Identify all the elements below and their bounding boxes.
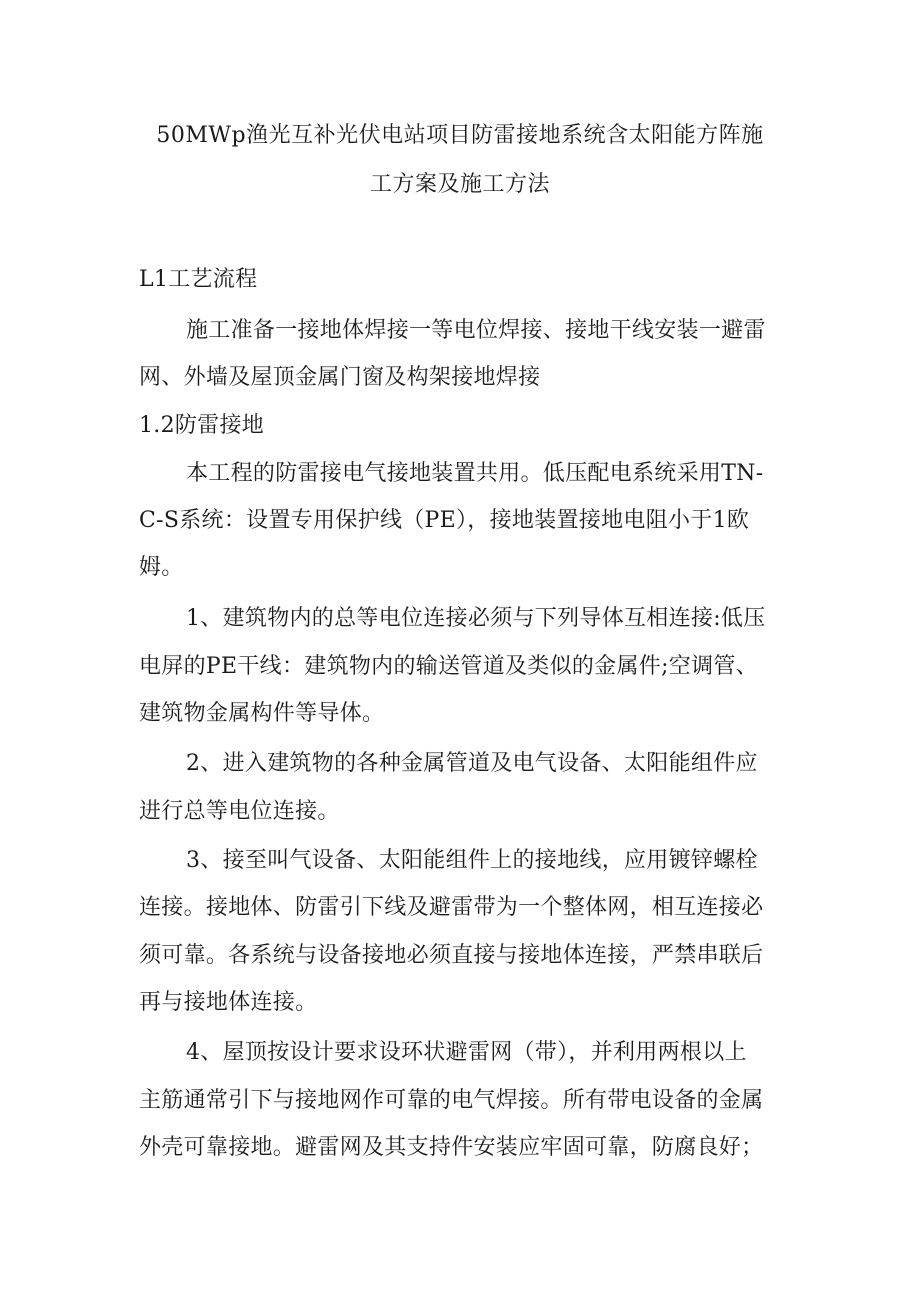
paragraph-line: 主筋通常引下与接地网作可靠的电气焊接。所有带电设备的金属 (139, 1088, 764, 1113)
paragraph-line: C-S系统：设置专用保护线（PE），接地装置接地电阻小于1欧 (139, 508, 750, 533)
paragraph-line: 须可靠。各系统与设备接地必须直接与接地体连接，严禁串联后 (139, 943, 764, 968)
paragraph-line: 电屏的PE干线：建筑物内的输送管道及类似的金属件;空调管、 (139, 654, 758, 679)
paragraph-line: 网、外墙及屋顶金属门窗及构架接地焊接 (139, 365, 541, 390)
paragraph-line: 施工准备一接地体焊接一等电位焊接、接地干线安装一避雷 (186, 318, 766, 343)
paragraph-line: 4、屋顶按设计要求设环状避雷网（带），并利用两根以上 (186, 1040, 747, 1065)
section-heading-lightning: 1.2防雷接地 (139, 413, 265, 438)
document-title-line-2: 工方案及施工方法 (369, 172, 550, 197)
paragraph-line: 3、接至叫气设备、太阳能组件上的接地线，应用镀锌螺栓 (186, 848, 758, 873)
paragraph-line: 再与接地体连接。 (139, 990, 318, 1015)
paragraph-line: 连接。接地体、防雷引下线及避雷带为一个整体网，相互连接必 (139, 895, 764, 920)
paragraph-line: 姆。 (139, 555, 184, 580)
paragraph-line: 进行总等电位连接。 (139, 799, 340, 824)
paragraph-line: 1、建筑物内的总等电位连接必须与下列导体互相连接:低压 (186, 606, 766, 631)
document-title-line-1: 50MWp渔光互补光伏电站项目防雷接地系统含太阳能方阵施 (156, 123, 764, 148)
paragraph-line: 外壳可靠接地。避雷网及其支持件安装应牢固可靠，防腐良好； (139, 1135, 764, 1160)
section-heading-process: L1工艺流程 (139, 267, 258, 292)
paragraph-line: 2、进入建筑物的各种金属管道及电气设备、太阳能组件应 (186, 751, 758, 776)
paragraph-line: 建筑物金属构件等导体。 (139, 701, 385, 726)
paragraph-line: 本工程的防雷接电气接地装置共用。低压配电系统采用TN- (186, 461, 764, 486)
